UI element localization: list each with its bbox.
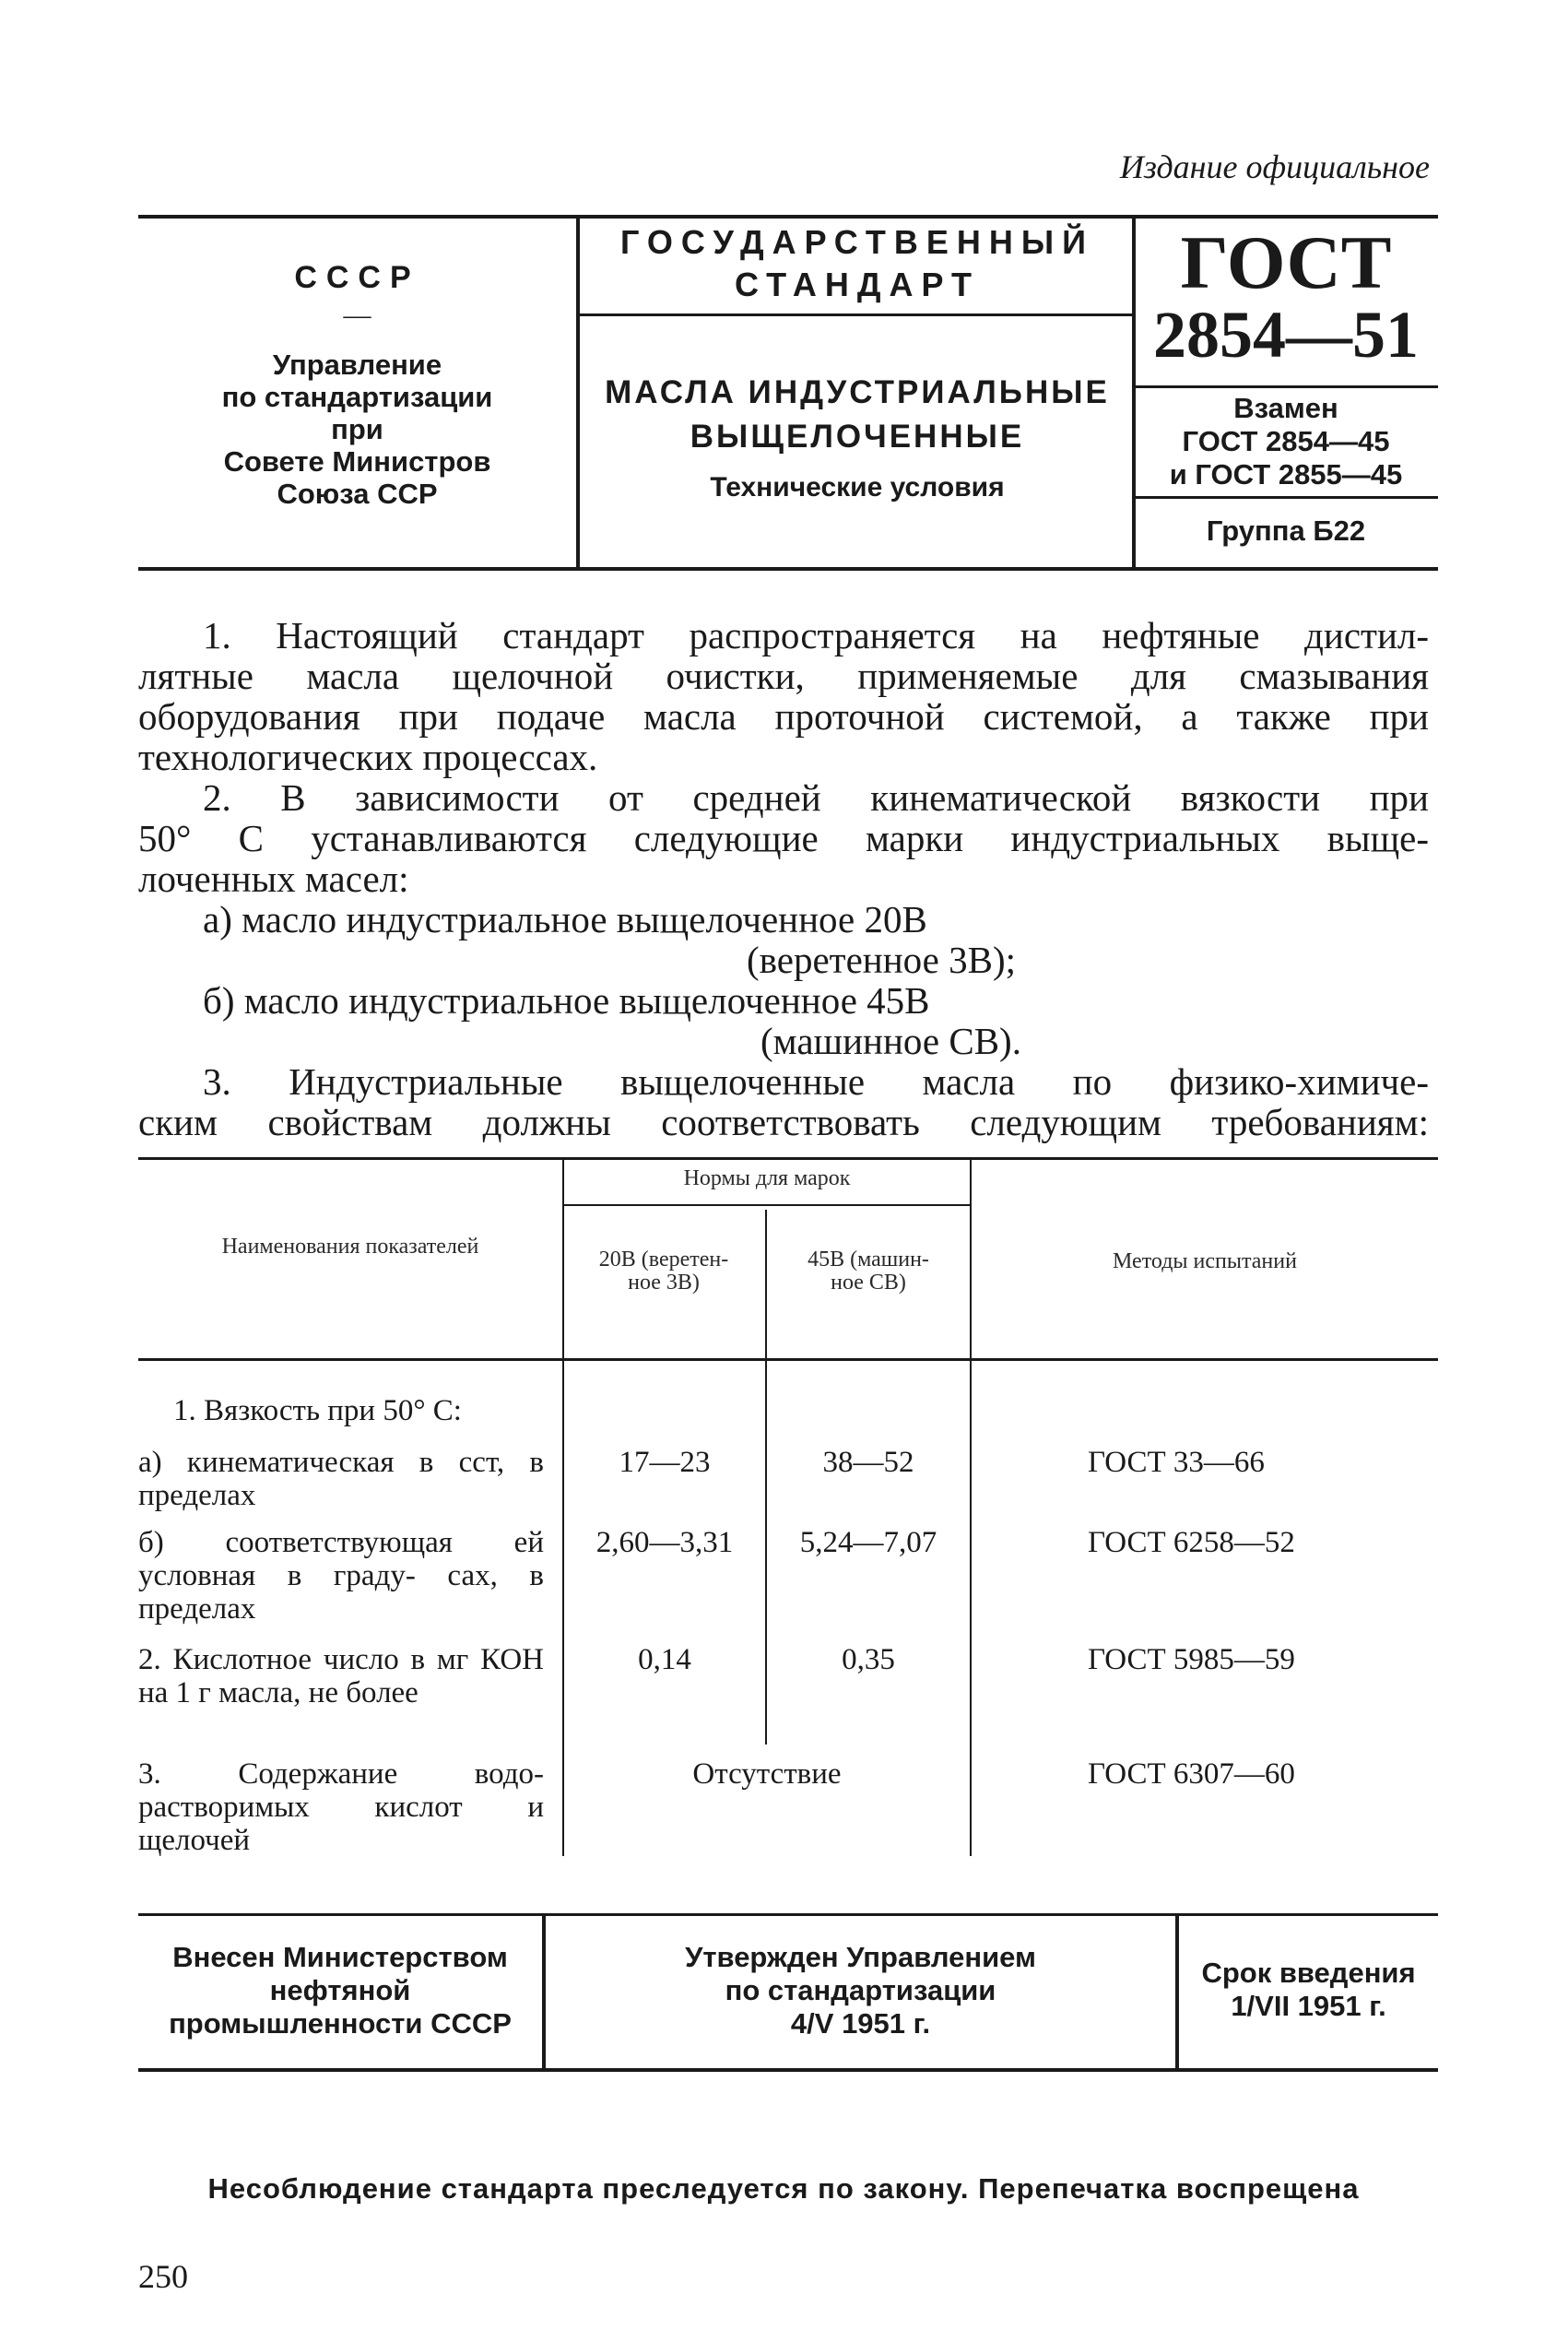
table-row-name: 1. Вязкость при 50° С: bbox=[173, 1394, 462, 1427]
header-right-rule-1 bbox=[1136, 385, 1438, 388]
standard-title bbox=[581, 371, 1134, 459]
replaces-line: ГОСТ 2854—45 bbox=[1182, 425, 1390, 457]
table-row-name: 3. Содержание водо- растворимых кислот и щелочей bbox=[138, 1757, 544, 1857]
footer-line: нефтяной bbox=[269, 1974, 411, 2006]
table-cell-20v: 17—23 bbox=[619, 1446, 711, 1479]
table-header-norms: Нормы для марок bbox=[683, 1166, 851, 1190]
table-cell-20v: 2,60—3,31 bbox=[595, 1526, 734, 1559]
table-cell-both: Отсутствие bbox=[692, 1757, 842, 1791]
footer-line: 4/V 1951 г. bbox=[790, 2007, 931, 2040]
footer-line: промышленности СССР bbox=[169, 2007, 512, 2040]
list-item-a-note: (веретенное 3В); bbox=[747, 939, 1017, 981]
table-norms-rule bbox=[564, 1204, 970, 1206]
gost-label: ГОСТ bbox=[1180, 220, 1392, 304]
text-line: лоченных масел: bbox=[138, 857, 409, 900]
country-dash: — bbox=[343, 300, 371, 330]
country-label: СССР bbox=[294, 260, 420, 295]
list-item-a: а) масло индустриальное выщелоченное 20В bbox=[203, 898, 927, 940]
header-top-rule bbox=[138, 215, 1438, 219]
table-header-20v: 20В (веретен- ное 3В) bbox=[598, 1248, 729, 1295]
page-number: 250 bbox=[138, 2258, 188, 2295]
footer-line: по стандартизации bbox=[725, 1974, 996, 2006]
text-line: 2. В зависимости от средней кинематической вязкости при bbox=[203, 776, 1429, 819]
footer-line: Срок введения bbox=[1201, 1957, 1416, 1989]
authority-line: Совете Министров bbox=[223, 445, 491, 478]
table-cell-45v: 0,35 bbox=[842, 1643, 895, 1676]
text-line: 3. Индустриальные выщелоченные масла по физико-химиче- bbox=[203, 1060, 1429, 1103]
header-divider-left bbox=[576, 219, 580, 567]
table-top-rule bbox=[138, 1157, 1438, 1160]
table-cell-method: ГОСТ 33—66 bbox=[1088, 1446, 1265, 1479]
table-col-divider-1 bbox=[562, 1160, 564, 1856]
table-cell-method: ГОСТ 6258—52 bbox=[1088, 1526, 1295, 1559]
text-line: технологических процессах. bbox=[138, 736, 598, 778]
header-bottom-rule bbox=[138, 567, 1438, 571]
issuing-authority bbox=[138, 349, 576, 510]
table-header-rule bbox=[138, 1358, 1438, 1361]
authority-line: Союза ССР bbox=[277, 478, 438, 510]
list-item-b-note: (машинное СВ). bbox=[760, 1020, 1021, 1062]
state-standard-label bbox=[581, 221, 1134, 306]
authority-line: Управление bbox=[272, 349, 442, 381]
paragraph-3 bbox=[138, 1061, 1429, 1142]
effective-date bbox=[1179, 1957, 1438, 2023]
table-row-name: б) соответствующая ей условная в граду- сах, в пределах bbox=[138, 1526, 544, 1626]
paragraph-2 bbox=[138, 777, 1429, 899]
table-cell-method: ГОСТ 6307—60 bbox=[1088, 1757, 1295, 1791]
footer-line: 1/VII 1951 г. bbox=[1231, 1990, 1386, 2022]
footer-top-rule bbox=[138, 1913, 1438, 1916]
text-line: оборудования при подаче масла проточной системой, а также при bbox=[138, 695, 1429, 738]
gost-number: 2854—51 bbox=[1153, 298, 1419, 372]
replaces-note bbox=[1138, 392, 1433, 491]
table-cell-20v: 0,14 bbox=[638, 1643, 691, 1676]
replaces-line: и ГОСТ 2855—45 bbox=[1169, 458, 1403, 491]
table-header-45v: 45В (машин- ное СВ) bbox=[808, 1248, 929, 1295]
authority-line: при bbox=[331, 413, 383, 445]
paragraph-1 bbox=[138, 615, 1429, 777]
standard-subtitle: Технические условия bbox=[710, 472, 1005, 503]
text-line: 50° С устанавливаются следующие марки индустриальных выще- bbox=[138, 817, 1429, 859]
text-line: 1. Настоящий стандарт распространяется на нефтяные дистил- bbox=[203, 614, 1429, 656]
reprint-notice: Несоблюдение стандарта преследуется по закону. Перепечатка воспрещена bbox=[207, 2172, 1360, 2205]
state-standard-line: ГОСУДАРСТВЕННЫЙ bbox=[619, 223, 1094, 261]
title-line: МАСЛА ИНДУСТРИАЛЬНЫЕ bbox=[605, 374, 1110, 410]
table-cell-method: ГОСТ 5985—59 bbox=[1088, 1643, 1295, 1676]
text-line: лятные масла щелочной очистки, применяемые для смазывания bbox=[138, 655, 1429, 697]
introduced-by bbox=[138, 1941, 542, 2040]
table-header-methods: Методы испытаний bbox=[1113, 1249, 1297, 1273]
header-right-rule-2 bbox=[1136, 496, 1438, 499]
title-line: ВЫЩЕЛОЧЕННЫЕ bbox=[690, 419, 1025, 455]
replaces-line: Взамен bbox=[1233, 392, 1338, 424]
authority-line: по стандартизации bbox=[221, 381, 493, 413]
approved-by bbox=[546, 1941, 1175, 2040]
table-row-name: а) кинематическая в сст, в пределах bbox=[138, 1446, 544, 1512]
footer-line: Утвержден Управлением bbox=[685, 1941, 1036, 1973]
table-row-name: 2. Кислотное число в мг КОН на 1 г масла, не более bbox=[138, 1643, 544, 1709]
table-header-name: Наименования показателей bbox=[221, 1235, 479, 1259]
text-line: ским свойствам должны соответствовать следующим требованиям: bbox=[138, 1101, 1429, 1143]
header-middle-rule bbox=[580, 313, 1132, 316]
table-cell-45v: 38—52 bbox=[822, 1446, 914, 1479]
state-standard-line: СТАНДАРТ bbox=[735, 266, 980, 303]
list-item-b: б) масло индустриальное выщелоченное 45В bbox=[203, 979, 930, 1022]
group-label: Группа Б22 bbox=[1206, 514, 1366, 547]
footer-line: Внесен Министерством bbox=[172, 1941, 508, 1973]
edition-label: Издание официальное bbox=[1119, 148, 1430, 185]
footer-bottom-rule bbox=[138, 2068, 1438, 2072]
table-cell-45v: 5,24—7,07 bbox=[799, 1526, 937, 1559]
